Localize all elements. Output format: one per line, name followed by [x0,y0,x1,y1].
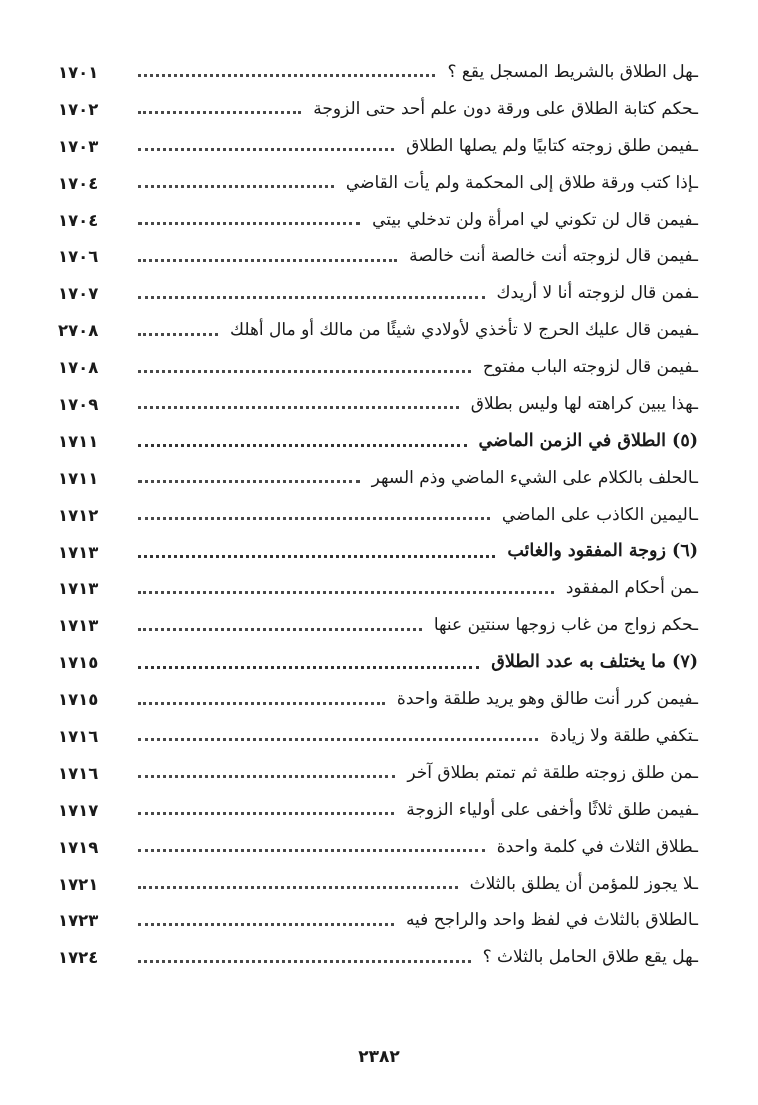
dot-leader [138,73,435,77]
dot-leader [138,627,422,631]
dot-leader [138,258,397,262]
toc-section-heading [58,423,698,460]
toc-entry [58,275,698,312]
entry-title: ـإذا كتب ورقة طلاق إلى المحكمة ولم يأت القاضي [345,172,698,193]
dot-leader [138,737,538,741]
toc-entry [58,792,698,829]
toc-entry [58,681,698,718]
toc-entry [58,497,698,534]
toc-entry [58,460,698,497]
entry-title: ـاليمين الكاذب على الماضي [501,504,698,525]
entry-title: ـمن طلق زوجته طلقة ثم تمتم بطلاق آخر [407,762,698,783]
entry-page-number: ١٧٠٤ [58,210,99,230]
entry-page-number: ١٧٠٩ [58,394,99,414]
entry-title: ـفيمن طلق ثلاثًا وأخفى على أولياء الزوجة [406,799,698,820]
entry-page-number: ١٧١٣ [58,542,99,562]
entry-title: ـفمن قال لزوجته أنا لا أريدك [496,283,698,304]
dot-leader [138,774,395,778]
dot-leader [138,885,458,889]
entry-page-number: ١٧١٩ [58,837,99,857]
entry-title: ـفيمن قال عليك الحرج لا تأخذي لأولادي شيئًا من مالك أو مال أهلك [230,320,698,341]
entry-page-number: ١٧٠٨ [58,358,99,378]
toc-entry [58,902,698,939]
entry-page-number: ١٧٠٤ [58,173,99,193]
entry-page-number: ١٧١٥ [58,653,99,673]
toc-entry [58,202,698,239]
toc-entry [58,54,698,91]
dot-leader [138,590,554,594]
entry-page-number: ١٧٢٣ [58,911,99,931]
entry-title: ـفيمن قال لزوجته الباب مفتوح [482,357,698,378]
dot-leader [138,811,394,815]
toc-entry [58,829,698,866]
section-title: (٦) زوجة المفقود والغائب [507,541,698,562]
entry-page-number: ٢٧٠٨ [58,321,99,341]
entry-title: ـلا يجوز للمؤمن أن يطلق بالثلاث [469,873,698,894]
entry-title: ـالحلف بالكلام على الشيء الماضي وذم السهر [371,467,698,488]
entry-page-number: ١٧١٣ [58,579,99,599]
entry-page-number: ١٧٠٦ [58,247,99,267]
entry-page-number: ١٧٠١ [58,62,99,82]
dot-leader [138,554,495,558]
dot-leader [138,221,360,225]
entry-page-number: ١٧١٢ [58,505,99,525]
dot-leader [138,405,459,409]
entry-page-number: ١٧٠٧ [58,284,99,304]
toc-entry [58,570,698,607]
entry-title: ـهذا يبين كراهته لها وليس بطلاق [470,393,698,414]
toc-entry [58,939,698,976]
toc-entry [58,165,698,202]
entry-page-number: ١٧١١ [58,431,99,451]
entry-page-number: ١٧٠٢ [58,99,99,119]
toc-entry [58,312,698,349]
toc-entry [58,755,698,792]
dot-leader [138,184,334,188]
toc-entry [58,238,698,275]
toc-entry [58,386,698,423]
section-title: (٧) ما يختلف به عدد الطلاق [491,651,698,672]
toc-entry [58,128,698,165]
dot-leader [138,479,360,483]
entry-page-number: ١٧٢١ [58,874,99,894]
dot-leader [138,959,471,963]
entry-title: ـالطلاق بالثلاث في لفظ واحد والراجح فيه [405,910,698,931]
dot-leader [138,332,218,336]
page-number: ٢٣٨٢ [358,1047,400,1067]
entry-page-number: ١٧٢٤ [58,948,99,968]
entry-title: ـفيمن قال لزوجته أنت خالصة أنت خالصة [409,246,698,267]
entry-title: ـتكفي طلقة ولا زيادة [550,725,698,746]
entry-page-number: ١٧١١ [58,468,99,488]
entry-page-number: ١٧٠٣ [58,136,99,156]
entry-title: ـهل الطلاق بالشريط المسجل يقع ؟ [447,61,698,82]
dot-leader [138,110,301,114]
entry-page-number: ١٧١٦ [58,726,99,746]
toc-section-heading [58,644,698,681]
table-of-contents [58,54,698,976]
entry-title: ـفيمن كرر أنت طالق وهو يريد طلقة واحدة [396,689,698,710]
dot-leader [138,147,394,151]
toc-entry [58,91,698,128]
entry-title: ـهل يقع طلاق الحامل بالثلاث ؟ [482,947,698,968]
section-title: (٥) الطلاق في الزمن الماضي [478,430,698,451]
entry-page-number: ١٧١٥ [58,690,99,710]
dot-leader [138,516,490,520]
dot-leader [138,369,471,373]
toc-entry [58,349,698,386]
dot-leader [138,443,467,447]
dot-leader [138,295,485,299]
entry-title: ـفيمن قال لن تكوني لي امرأة ولن تدخلي بيتي [372,209,698,230]
toc-section-heading [58,534,698,571]
entry-title: ـطلاق الثلاث في كلمة واحدة [496,836,698,857]
entry-page-number: ١٧١٦ [58,763,99,783]
dot-leader [138,701,385,705]
dot-leader [138,665,479,669]
dot-leader [138,922,394,926]
entry-title: ـفيمن طلق زوجته كتابيًا ولم يصلها الطلاق [406,135,698,156]
dot-leader [138,848,485,852]
entry-title: ـحكم زواج من غاب زوجها سنتين عنها [433,615,698,636]
toc-entry [58,718,698,755]
entry-page-number: ١٧١٧ [58,800,99,820]
toc-entry [58,607,698,644]
entry-title: ـحكم كتابة الطلاق على ورقة دون علم أحد حتى الزوجة [313,98,698,119]
entry-page-number: ١٧١٣ [58,616,99,636]
entry-title: ـمن أحكام المفقود [565,578,698,599]
toc-entry [58,866,698,903]
